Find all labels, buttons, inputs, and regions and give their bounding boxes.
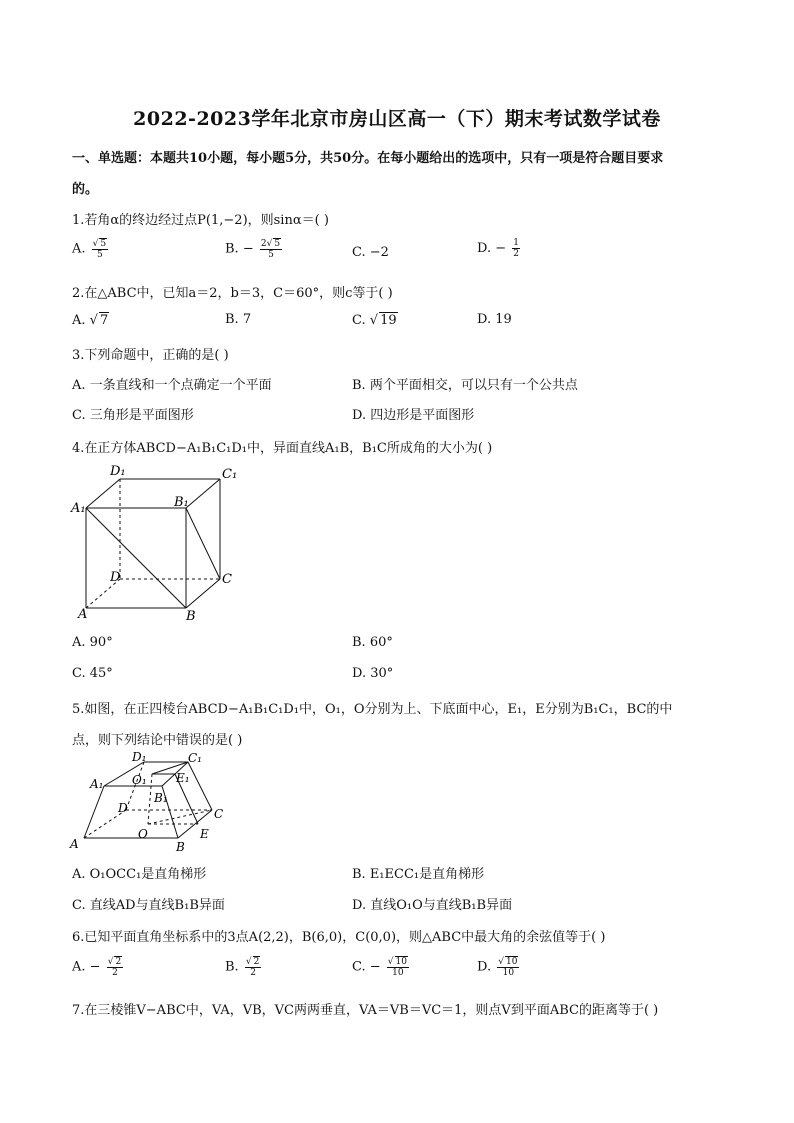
q1-option-b bbox=[225, 238, 282, 260]
q6-c-label: C. − bbox=[352, 959, 381, 975]
label-B1: B₁ bbox=[154, 791, 168, 805]
label-C1: C₁ bbox=[222, 467, 238, 482]
segment-B1C bbox=[186, 508, 220, 579]
q1-d-fraction bbox=[512, 238, 520, 259]
q5-stem-line1: 5.如图，在正四棱台ABCD−A₁B₁C₁D₁中，O₁，O分别为上、下底面中心，E₁，E分别为B₁C₁，BC的中 bbox=[72, 702, 673, 717]
label-O: O bbox=[138, 827, 148, 841]
q2-c-rad: 19 bbox=[380, 313, 397, 328]
q2-stem: 2.在△ABC中，已知a＝2，b＝3，C＝60°，则c等于( ) bbox=[72, 286, 393, 301]
q6-option-a bbox=[72, 956, 123, 978]
q6-option-b bbox=[225, 956, 261, 978]
q1-option-c: C. −2 bbox=[352, 245, 389, 260]
q6-c-den: 10 bbox=[392, 968, 404, 978]
label-D1: D₁ bbox=[132, 750, 147, 764]
q1-b-den: 5 bbox=[268, 250, 274, 260]
q6-a-fraction: $\frac{√ 2}{2}$ bbox=[107, 957, 122, 978]
q1-stem: 1.若角α的终边经过点P(1,−2)，则sinα＝( ) bbox=[72, 213, 329, 228]
q6-option-d bbox=[477, 956, 519, 978]
edge-C1B1 bbox=[186, 479, 220, 508]
q2-c-label: C. bbox=[352, 313, 366, 328]
label-A: A bbox=[70, 837, 79, 851]
edge-A1D1 bbox=[86, 479, 120, 508]
label-E1: E₁ bbox=[176, 771, 190, 785]
label-B: B bbox=[176, 840, 185, 854]
q1-a-num: 5 bbox=[100, 239, 107, 249]
q1-b-fraction: $\frac{2√ 5}{5}$ bbox=[260, 239, 281, 260]
q2-a-rad: 7 bbox=[99, 313, 109, 328]
q1-b-num: 2 bbox=[260, 239, 267, 249]
segment-A1B bbox=[86, 508, 186, 608]
q6-d-rad: 10 bbox=[505, 957, 518, 967]
label-C: C bbox=[214, 807, 224, 821]
q6-b-rad: 2 bbox=[253, 957, 260, 967]
q1-d-num: 1 bbox=[513, 238, 519, 248]
q3-option-a: A. 一条直线和一个点确定一个平面 bbox=[72, 378, 272, 393]
q6-d-fraction: $\frac{√ 10}{10}$ bbox=[498, 957, 518, 978]
q5-option-a: A. O₁OCC₁是直角梯形 bbox=[72, 867, 207, 882]
q6-b-label: B. bbox=[225, 959, 239, 975]
q1-b-label: B. − bbox=[225, 241, 254, 257]
q4-option-c: C. 45° bbox=[72, 666, 113, 681]
label-B: B bbox=[186, 609, 196, 624]
q3-option-c: C. 三角形是平面图形 bbox=[72, 408, 194, 423]
q7-stem: 7.在三棱锥V−ABC中，VA，VB，VC两两垂直，VA＝VB＝VC＝1，则点V到平面ABC的距离等于( ) bbox=[72, 1003, 659, 1018]
segment-OC bbox=[148, 810, 212, 824]
q3-stem: 3.下列命题中，正确的是( ) bbox=[72, 348, 229, 363]
q1-a-label: A. bbox=[72, 241, 86, 257]
q5-option-b: B. E₁ECC₁是直角梯形 bbox=[352, 867, 485, 882]
label-C1: C₁ bbox=[188, 751, 202, 765]
q5-option-c: C. 直线AD与直线B₁B异面 bbox=[72, 898, 225, 913]
q5-stem-line2: 点，则下列结论中错误的是( ) bbox=[72, 733, 243, 748]
label-A1: A₁ bbox=[71, 501, 86, 516]
q6-b-den: 2 bbox=[250, 968, 256, 978]
label-E: E bbox=[200, 827, 209, 841]
q1-a-den: 5 bbox=[97, 250, 103, 260]
label-D1: D₁ bbox=[110, 464, 126, 479]
q6-c-rad: 10 bbox=[395, 957, 407, 967]
q3-option-b: B. 两个平面相交，可以只有一个公共点 bbox=[352, 378, 578, 393]
q2-option-c: C. √ 19 bbox=[352, 313, 397, 328]
q3-option-d: D. 四边形是平面图形 bbox=[352, 408, 475, 423]
q6-a-label: A. − bbox=[72, 959, 101, 975]
q4-option-d: D. 30° bbox=[352, 666, 394, 681]
edge-CC1 bbox=[188, 762, 212, 810]
q2-option-d: D. 19 bbox=[477, 312, 512, 327]
q2-option-b: B. 7 bbox=[225, 312, 252, 327]
q2-a-label: A. bbox=[72, 313, 86, 328]
q1-option-d bbox=[477, 238, 520, 259]
segment-O1O bbox=[148, 774, 152, 824]
q6-a-den: 2 bbox=[112, 968, 118, 978]
label-A: A bbox=[78, 607, 88, 622]
frustum-diagram bbox=[68, 750, 238, 860]
q6-c-fraction: $\frac{√ 10}{10}$ bbox=[387, 957, 407, 978]
q2-option-a: A. √ 7 bbox=[72, 313, 109, 328]
section-header-line1: 一、单选题：本题共10小题，每小题5分，共50分。在每小题给出的选项中，只有一项是符合题目要求 bbox=[72, 151, 664, 166]
q6-d-den: 10 bbox=[502, 968, 515, 978]
label-D: D bbox=[110, 570, 121, 585]
edge-BC bbox=[186, 579, 220, 608]
section-header-line2: 的。 bbox=[72, 182, 99, 197]
q1-b-rad: 5 bbox=[274, 239, 281, 249]
cube-diagram bbox=[70, 460, 250, 625]
q6-a-rad: 2 bbox=[115, 957, 122, 967]
q4-option-a: A. 90° bbox=[72, 635, 113, 650]
q1-a-fraction: $\frac{√ 5}{5}$ bbox=[92, 239, 107, 260]
edge-AA1 bbox=[84, 786, 104, 838]
q4-option-b: B. 60° bbox=[352, 635, 393, 650]
label-C: C bbox=[222, 572, 232, 587]
q6-b-fraction: $\frac{√ 2}{2}$ bbox=[245, 957, 260, 978]
q4-stem: 4.在正方体ABCD−A₁B₁C₁D₁中，异面直线A₁B，B₁C所成角的大小为( ) bbox=[72, 441, 493, 456]
page-title: 2022-2023学年北京市房山区高一（下）期末考试数学试卷 bbox=[133, 108, 661, 130]
q1-d-label: D. − bbox=[477, 241, 507, 256]
q5-option-d: D. 直线O₁O与直线B₁B异面 bbox=[352, 898, 513, 913]
q6-d-label: D. bbox=[477, 959, 492, 975]
q6-stem: 6.已知平面直角坐标系中的3点A(2,2)，B(6,0)，C(0,0)，则△ABC中最大角的余弦值等于( ) bbox=[72, 930, 606, 945]
label-D: D bbox=[118, 801, 128, 815]
q1-option-a bbox=[72, 238, 108, 260]
q1-d-den: 2 bbox=[513, 249, 519, 259]
label-B1: B₁ bbox=[174, 495, 189, 510]
q6-option-c bbox=[352, 956, 409, 978]
label-A1: A₁ bbox=[90, 777, 104, 791]
label-O1: O₁ bbox=[132, 773, 147, 787]
